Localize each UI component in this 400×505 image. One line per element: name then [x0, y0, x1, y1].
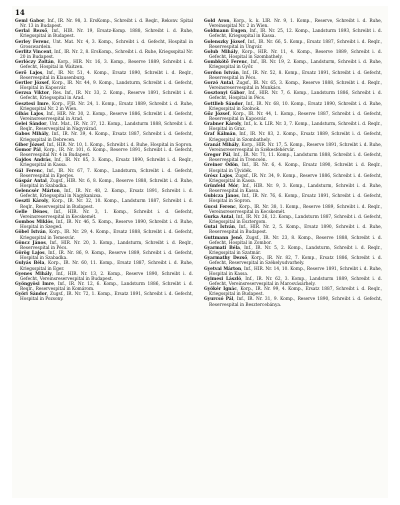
list-item: Gyarmati Béla, Inf., IR. Nr. 5, 2. Komp., Landsturm, Schreibt i. d. Reqlr., Kriegsspital in Szatmár. [204, 245, 382, 257]
list-item: Gibás Lajos, Inf., HIR. Nr. 30, 2. Komp., Reserve 1886, Schreibt i. d. Gefecht, Vereinsreservespital in Arad. [15, 111, 194, 122]
list-item: Geszti Károly, Korp., IR. Nr. 32, 10. Komp., Landsturm 1887, Schreibt i. d. Reqlr., Reservespital in Budapest. [15, 199, 194, 210]
entry-name: Gutai István [204, 225, 235, 231]
list-item: Gubicza János, Inf., IR. Nr. 76, 6. Komp., Ersatz 1891, Schreibt i. d. Gefecht, Hospital in Sopron. [204, 194, 382, 205]
list-item: Gregor Pál, Inf., IR. Nr. 71, 11. Komp., Landsturm 1888, Schreibt i. d. Gefecht, Reservespital in Trencsén. [204, 153, 382, 164]
entry-text: Inf., IR. Nr. 46, 5. Komp., Reserve 1890, Schreibt i. d. Ruhe, Hospital in Szeged. [20, 220, 193, 231]
entry-text: Korp., IR. Nr. 32, 10. Komp., Landsturm 1887, Schreibt i. d. Reqlr., Reservespital in Budapest. [20, 199, 194, 210]
entry-name: Gosztonyi Gábor [204, 91, 245, 97]
entry-text: Korp., IR. Nr. 99, 4. Komp., Ersatz 1887, Schreibt i. d. Reqlr., Kriegsspital in Budapest. [209, 287, 383, 298]
list-item: Grabner Károly, Inf., k. k. LIR. Nr. 3, 7. Komp., Landsturm, Schreibt i. d. Reqlr., Hospital in Graz. [204, 122, 382, 133]
list-item: Grünfeld Mór, Inf., HIR. Nr. 9, 3. Komp., Landsturm, Schreibt i. d. Ruhe, Reservespital in Kassa. [204, 184, 382, 195]
entry-name: Gyetvai Márton [204, 266, 242, 272]
entry-text: Korp., IR. Nr. 38, 1. Komp., Reserve 1889, Schreibt i. d. Reqlr., Vereinsreservespital in Kecskemét. [209, 204, 382, 215]
entry-text: Inf., IR. Nr. 98, 3. ErsKomp., Schreibt i. d. Reqlr., Rekonv. Spital Nr. 13 in Budapest. [20, 19, 194, 30]
list-item: Gertler József, Korp., IR. Nr. 44, 9. Komp., Landsturm, Schreibt i. d. Gefecht, Hospital in Kaposvár. [15, 80, 193, 92]
entry-name: Gyurcsó Pál [204, 297, 234, 303]
list-item: Gurka Antal, Inf., IR. Nr. 26, 12. Komp., Landsturm 1887, Schreibt i. d. Gefecht, Kriegsspital in Esztergom. [204, 214, 382, 226]
entry-name: Gál Ferenc [15, 168, 43, 174]
entry-text: Korp., IR. Nr. 29, 4. Komp., Ersatz 1888, Schreibt i. d. Gefecht, Kriegsspital in Temesvár. [20, 230, 194, 241]
list-item: Gordon István, Inf., IR. Nr. 52, 8. Komp., Ersatz 1891, Schreibt i. d. Gefecht, Reservespital in Pécs. [204, 70, 383, 81]
entry-text: Inf., HIR. Nr. 7, 6. Komp., Landsturm 1886, Schreibt i. d. Gefecht, Hospital in Pécs. [209, 91, 383, 102]
entry-text: Inf., IR. Nr. 86, 9. Komp., Reserve 1889, Schreibt i. d. Gefecht, Hospital in Szabadka. [20, 251, 193, 262]
entry-name: Gerlóczy Zoltán [15, 60, 54, 66]
list-item: Gerő Lajos, Inf., IR. Nr. 51, 4. Komp., Ersatz 1890, Schreibt i. d. Reqlr., Reservespital in Klausenburg. [15, 70, 193, 81]
entry-text: Korp., IR. Nr. 60, 11. Komp., Ersatz 1887, Schreibt i. d. Ruhe, Kriegsspital in Eger. [20, 261, 193, 272]
entry-text: Inf., IR. Nr. 5, 2. Komp., Landsturm, Schreibt i. d. Reqlr., Kriegsspital in Szatmár. [209, 245, 382, 257]
entry-name: Györi Sándor [15, 292, 47, 298]
entry-text: Inf., HIR. Nr. 2, 5. Komp., Ersatz 1890, Schreibt i. d. Ruhe, Reservespital in Budapest. [209, 225, 382, 236]
entry-text: Inf., HIR. Nr. 13, 2. Komp., Reserve 1890, Schreibt i. d. Gefecht, Vereinsreservespital in Budapest. [20, 271, 193, 282]
list-item: Gál Ferenc, Inf., IR. Nr. 67, 7. Komp., Landsturm, Schreibt i. d. Gefecht, Reservespital in Eperjes. [15, 168, 193, 179]
list-item: Gabos Mihály, Inf., IR. Nr. 39, 4. Komp., Ersatz 1887, Schreibt i. d. Gefecht, Kriegsspital in Debrecen. [15, 132, 193, 143]
entry-name: Golub Mihály [204, 49, 238, 55]
entry-text: Korp., HIR. Nr. 11, 4. Komp., Reserve 1889, Schreibt i. d. Gefecht, Hospital in Szombathely. [209, 49, 383, 61]
entry-name: Gajdos András [15, 158, 51, 164]
entry-text: Inf., IR. Nr. 19, 2. Komp., Landsturm, Schreibt i. d. Ruhe, Kriegsspital in Győr. [209, 60, 382, 71]
entry-text: Korp., HIR. Nr. 16, 3. Komp., Reserve 1889, Schreibt i. d. Gefecht, Hospital in Waitzen. [20, 60, 194, 71]
list-item: Gucsi Ferenc, Korp., IR. Nr. 38, 1. Komp., Reserve 1889, Schreibt i. d. Reqlr., Vereinsreservespital in Kecskemét. [204, 204, 382, 215]
entry-text: Korp., IR. Nr. 101, 6. Komp., Reserve 1891, Schreibt i. d. Gefecht, Reservespital Nr. 4 in Budapest. [20, 147, 193, 159]
entry-name: Gyökér Ignác [204, 287, 237, 293]
list-item: Gutai István, Inf., HIR. Nr. 2, 5. Komp., Ersatz 1890, Schreibt i. d. Ruhe, Reservespital in Budapest. [204, 225, 382, 236]
list-item: Gőz József, Korp., IR. Nr. 44, 1. Komp., Reserve 1887, Schreibt i. d. Gefecht, Reservespital in Kaposvár. [204, 111, 383, 122]
entry-text: Res. Inf., IR. Nr. 33, 2. Komp., Reserve 1891, Schreibt i. d. Gefecht, Kriegsspital in Arad. [20, 91, 193, 102]
entry-text: Zugsf., IR. Nr. 34, 9. Komp., Reserve 1886, Schreibt i. d. Gefecht, Kriegsspital in Kassa. [209, 173, 383, 184]
list-item: Gerlóczy Zoltán, Korp., HIR. Nr. 16, 3. Komp., Reserve 1889, Schreibt i. d. Gefecht, Hospital in Waitzen. [15, 60, 194, 71]
entry-text: Korp., IR. Nr. 82, 7. Komp., Ersatz 1886, Schreibt i. d. Gefecht, Reservespital in Székelyudvarhely. [209, 256, 382, 267]
entry-text: Inf., IR. Nr. 39, 4. Komp., Ersatz 1887, Schreibt i. d. Gefecht, Kriegsspital in Debrecen. [20, 132, 193, 143]
entry-name: Gesztesi Imre [15, 101, 49, 107]
list-item: Graf Kálmán, Inf., IR. Nr. 83, 2. Komp., Ersatz 1889, Schreibt i. d. Gefecht, Kriegsspital in Szombathely. [204, 132, 383, 143]
entry-name: Gőz József [204, 111, 230, 117]
list-item: Gerlai Rezső, Inf., HIR. Nr. 19, Ersatz-Komp. 1888, Schreibt i. d. Ruhe, Kriegsspital in Budapest. [15, 29, 194, 40]
entry-name: Gerő Lajos [15, 70, 43, 76]
entry-name: Gyarmathy Dezső [204, 256, 248, 262]
entry-name: Guttmann Jenő [204, 235, 242, 241]
left-column [15, 19, 193, 303]
entry-text: Unt. Mat. Nr. 4, 3. Komp., Schreibt i. d. Gefecht, Hospital in Grosswardein. [20, 39, 193, 50]
entry-name: Graf Kálmán [204, 132, 236, 138]
list-item: Golub Mihály, Korp., HIR. Nr. 11, 4. Komp., Reserve 1889, Schreibt i. d. Gefecht, Hospital in Szombathely. [204, 49, 383, 61]
list-item: Görög Lajos, Inf., IR. Nr. 86, 9. Komp., Reserve 1889, Schreibt i. d. Gefecht, Hospital in Szabadka. [15, 251, 193, 262]
entry-name: Goldmann Eugen [204, 29, 247, 35]
entry-name: Gelei Sándor [15, 122, 47, 128]
entry-text: Inf., k. k. LIR. Nr. 3, 7. Komp., Landsturm, Schreibt i. d. Reqlr., Hospital in Graz. [209, 122, 382, 133]
entry-text: Korp., IR. Nr. 44, 9. Komp., Landsturm, Schreibt i. d. Gefecht, Hospital in Kaposvár. [20, 80, 193, 92]
list-item: Gerlitz Vincent, Inf., IR. Nr. 2, 8. ErsKomp., Schreibt i. d. Ruhe, Kriegsspital Nr. 20 in Budapest. [15, 49, 194, 61]
entry-text: Korp., IR. Nr. 44, 1. Komp., Reserve 1887, Schreibt i. d. Gefecht, Reservespital in Kaposvár. [209, 111, 383, 122]
list-item: Gottlieb Sándor, Inf., IR. Nr. 68, 10. Komp., Ersatz 1890, Schreibt i. d. Ruhe, Kriegsspital in Szolnok. [204, 101, 383, 112]
entry-name: Gerlai Rezső [15, 29, 48, 35]
entry-name: Göncz János [15, 240, 46, 246]
entry-name: Gold Aron [204, 19, 230, 24]
list-item: Gorzó Antal, Zugsf., IR. Nr. 65, 3. Komp., Reserve 1888, Schreibt i. d. Reqlr., Vereinsreservespital in Munkács. [204, 80, 382, 92]
entry-text: Inf., IR. Nr. 2, 8. ErsKomp., Schreibt i. d. Ruhe, Kriegsspital Nr. 20 in Budapest. [20, 49, 194, 61]
entry-text: Inf., IR. Nr. 48, 2. Komp., Ersatz 1891, Schreibt i. d. Gefecht, Kriegsspital in Nagykanizsa. [20, 189, 193, 200]
entry-text: Korp., k. k. LIR. Nr. 9, 1. Komp., Reserve, Schreibt i. d. Ruhe, Vereinsspital Nr. 2 in Wien. [209, 19, 382, 30]
entry-name: Grósz Lajos [204, 173, 233, 179]
entry-name: Gerzsa Viktor [15, 91, 49, 97]
list-item: Gelencsér Márton, Inf., IR. Nr. 48, 2. Komp., Ersatz 1891, Schreibt i. d. Gefecht, Kriegsspital in Nagykanizsa. [15, 189, 193, 200]
entry-name: Gombkötő Ferenc [204, 60, 248, 66]
entry-text: Inf., HIR. Nr. 19, Ersatz-Komp. 1888, Schreibt i. d. Ruhe, Kriegsspital in Budapest. [20, 29, 194, 40]
entry-name: Golenszky József [204, 39, 245, 45]
list-item: Göbel István, Korp., IR. Nr. 29, 4. Komp., Ersatz 1888, Schreibt i. d. Gefecht, Kriegsspital in Temesvár. [15, 230, 194, 241]
entry-text: Inf., IR. Nr. 62, 3. Komp., Landsturm 1889, Schreibt i. d. Gefecht, Vereinsreservespital in Marosvásárhely. [209, 276, 382, 287]
entry-text: Inf., IR. Nr. 31, 9. Komp., Reserve 1890, Schreibt i. d. Gefecht, Reservespital in Besztercebánya. [209, 297, 383, 308]
entry-name: Gubicza János [204, 194, 239, 200]
entry-name: Grabner Károly [204, 122, 242, 128]
entry-text: Inf., IR. Nr. 83, 2. Komp., Ersatz 1889, Schreibt i. d. Gefecht, Kriegsspital in Szombathely. [209, 132, 383, 143]
entry-text: Inf., HIR. Nr. 10, 1. Komp., Schreibt i. d. Ruhe, Hospital in Sopron. [46, 142, 193, 148]
entry-text: Inf., HIR. Nr. 14, 10. Komp., Reserve 1891, Schreibt i. d. Ruhe, Hospital in Kassa. [209, 266, 383, 277]
entry-name: Gabos Mihály [15, 132, 49, 138]
entry-name: Gorzó Antal [204, 80, 234, 86]
list-item: Gajdos András, Inf., IR. Nr. 85, 3. Komp., Ersatz 1890, Schreibt i. d. Reqlr., Kriegsspital in Kassa. [15, 158, 193, 169]
entry-text: Inf., IR. Nr. 67, 7. Komp., Landsturm, Schreibt i. d. Gefecht, Reservespital in Eperjes. [20, 168, 193, 179]
entry-text: Inf., HIR. Nr. 20, 3. Komp., Landsturm, Schreibt i. d. Reqlr., Reservespital in Pécs. [20, 240, 194, 251]
entry-name: Gucsi Ferenc [204, 204, 236, 210]
entry-name: Gyarmati Béla [204, 245, 240, 251]
list-item: Goldmann Eugen, Inf., IR. Nr. 25, 12. Komp., Landsturm 1893, Schreibt i. d. Gefecht, Kriegsspital in Kassa. [204, 29, 382, 40]
entry-name: Gelle Dénes [15, 209, 48, 215]
list-item: Gerzsa Viktor, Res. Inf., IR. Nr. 33, 2. Komp., Reserve 1891, Schreibt i. d. Gefecht, Kriegsspital in Arad. [15, 91, 193, 102]
list-item: Gelei Sándor, Unt. Mat., IR. Nr. 37, 12. Komp., Landsturm 1888, Schreibt i. d. Reqlr., Reservespital in Nagyvárad. [15, 122, 193, 133]
entry-text: Inf., IR. Nr. 52, 8. Komp., Ersatz 1891, Schreibt i. d. Gefecht, Reservespital in Pécs. [209, 70, 383, 81]
entry-text: Inf., IR. Nr. 68, 10. Komp., Ersatz 1890, Schreibt i. d. Ruhe, Kriegsspital in Szolnok. [209, 101, 383, 112]
entry-name: Geml Gabor [15, 19, 45, 24]
entry-text: Zugsf., IR. Nr. 72, 1. Komp., Ersatz 1891, Schreibt i. d. Gefecht, Hospital in Pozsony. [20, 292, 193, 303]
entry-text: Zugsf., HIR. Nr. 6, 8. Komp., Reserve 1888, Schreibt i. d. Ruhe, Hospital in Szabadka. [20, 178, 194, 189]
list-item: Gyökér Ignác, Korp., IR. Nr. 99, 4. Komp., Ersatz 1887, Schreibt i. d. Reqlr., Kriegsspital in Budapest. [204, 287, 383, 298]
list-item: Giber József, Inf., HIR. Nr. 10, 1. Komp., Schreibt i. d. Ruhe, Hospital in Sopron. [15, 142, 193, 148]
entry-name: Gyenes Mihály [15, 271, 52, 277]
entry-name: Giber József [15, 142, 45, 148]
entry-name: Gyimesi László [204, 276, 242, 282]
right-column [204, 19, 382, 308]
entry-text: Zugsf., IR. Nr. 23, 8. Komp., Reserve 1888, Schreibt i. d. Gefecht, Hospital in Zombor. [209, 235, 382, 246]
entry-name: Greiner Ödön [204, 163, 238, 169]
list-item: Gyetvai Márton, Inf., HIR. Nr. 14, 10. Komp., Reserve 1891, Schreibt i. d. Ruhe, Hospital in Kassa. [204, 266, 383, 277]
entry-text: Inf., IR. Nr. 51, 4. Komp., Ersatz 1890, Schreibt i. d. Reqlr., Reservespital in Klausenburg. [20, 70, 193, 81]
list-item: Gombos Miklós, Inf., IR. Nr. 46, 5. Komp., Reserve 1890, Schreibt i. d. Ruhe, Hospital in Szeged. [15, 220, 193, 231]
entry-text: Inf., IR. Nr. 12, 6. Komp., Landsturm 1886, Schreibt i. d. Reqlr., Reservespital in Komárom. [20, 281, 194, 293]
entry-name: Gerley Ferenc [15, 39, 50, 45]
entry-text: Inf., IR. Nr. 85, 3. Komp., Ersatz 1890, Schreibt i. d. Reqlr., Kriegsspital in Kassa. [20, 158, 193, 169]
list-item: Gyurcsó Pál, Inf., IR. Nr. 31, 9. Komp., Reserve 1890, Schreibt i. d. Gefecht, Reservespital in Besztercebánya. [204, 297, 383, 308]
entry-name: Granát Mihály [204, 142, 239, 148]
list-item: Gombkötő Ferenc, Inf., IR. Nr. 19, 2. Komp., Landsturm, Schreibt i. d. Ruhe, Kriegsspital in Győr. [204, 60, 382, 71]
list-item: Gerley Ferenc, Unt. Mat. Nr. 4, 3. Komp., Schreibt i. d. Gefecht, Hospital in Grosswardein. [15, 39, 193, 50]
list-item: Gosztonyi Gábor, Inf., HIR. Nr. 7, 6. Komp., Landsturm 1886, Schreibt i. d. Gefecht, Hospital in Pécs. [204, 91, 383, 102]
entry-name: Gertler József [15, 80, 49, 86]
list-item: Göncz János, Inf., HIR. Nr. 20, 3. Komp., Landsturm, Schreibt i. d. Reqlr., Reservespital in Pécs. [15, 240, 194, 251]
list-item: Gomor Pál, Korp., IR. Nr. 101, 6. Komp., Reserve 1891, Schreibt i. d. Gefecht, Reservespital Nr. 4 in Budapest. [15, 147, 193, 159]
entry-text: Korp., FJB. Nr. 24, 1. Komp., Ersatz 1889, Schreibt i. d. Ruhe, Kriegsspital Nr. 2 in Wien. [20, 101, 194, 112]
entry-name: Gregor Pál [204, 153, 231, 159]
entry-text: Inf., HIR. Nr. 9, 3. Komp., Landsturm, Schreibt i. d. Ruhe, Reservespital in Kassa. [209, 184, 382, 195]
entry-text: Zugsf., IR. Nr. 65, 3. Komp., Reserve 1888, Schreibt i. d. Reqlr., Vereinsreservespital in Munkács. [209, 80, 382, 92]
list-item: Granát Mihály, Korp., HIR. Nr. 17, 5. Komp., Reserve 1891, Schreibt i. d. Ruhe, Vereinsreservespital in Székesfehérvár. [204, 142, 382, 153]
entry-name: Gordon István [204, 70, 239, 76]
entry-name: Gulyás Béla [15, 261, 45, 267]
list-item: Gulyás Béla, Korp., IR. Nr. 60, 11. Komp., Ersatz 1887, Schreibt i. d. Ruhe, Kriegsspital in Eger. [15, 261, 193, 272]
list-item: Gelle Dénes, Inf., HIR. Nr. 3, 1. Komp., Schreibt i. d. Gefecht, Vereinsreservespital in Kecskemét. [15, 209, 194, 220]
entry-name: Gottlieb Sándor [204, 101, 243, 107]
entry-name: Gelencsér Márton [15, 189, 60, 195]
entry-text: Korp., HIR. Nr. 17, 5. Komp., Reserve 1891, Schreibt i. d. Ruhe, Vereinsreservespital in Székesfehérvár. [209, 142, 382, 153]
document-page [12, 6, 388, 498]
entry-name: Grünfeld Mór [204, 184, 239, 189]
entry-text: Inf., IR. Nr. 66, 5. Komp., Ersatz 1887, Schreibt i. d. Reqlr., Reservespital in Ungvár. [209, 39, 382, 50]
list-item: Gyöngyösi Imre, Inf., IR. Nr. 12, 6. Komp., Landsturm 1886, Schreibt i. d. Reqlr., Reservespital in Komárom. [15, 281, 194, 293]
entry-text: Inf., IR. Nr. 26, 12. Komp., Landsturm 1887, Schreibt i. d. Gefecht, Kriegsspital in Esztergom. [209, 214, 382, 226]
entry-name: Gurka Antal [204, 214, 234, 220]
entry-name: Görög Lajos [15, 251, 45, 257]
list-item: Györi Sándor, Zugsf., IR. Nr. 72, 1. Komp., Ersatz 1891, Schreibt i. d. Gefecht, Hospital in Pozsony. [15, 292, 193, 303]
entry-name: Göbel István [15, 230, 46, 236]
list-item: Gyimesi László, Inf., IR. Nr. 62, 3. Komp., Landsturm 1889, Schreibt i. d. Gefecht, Vereinsreservespital in Marosvásárhely. [204, 276, 382, 287]
entry-name: Gerlitz Vincent [15, 49, 52, 55]
list-item: Golenszky József, Inf., IR. Nr. 66, 5. Komp., Ersatz 1887, Schreibt i. d. Reqlr., Reservespital in Ungvár. [204, 39, 382, 50]
entry-text: Inf., IR. Nr. 25, 12. Komp., Landsturm 1893, Schreibt i. d. Gefecht, Kriegsspital in Kassa. [209, 29, 382, 40]
list-item: Geml Gabor, Inf., IR. Nr. 98, 3. ErsKomp., Schreibt i. d. Reqlr., Rekonv. Spital Nr. 13 in Budapest. [15, 19, 194, 30]
list-item: Greiner Ödön, Inf., IR. Nr. 6, 4. Komp., Ersatz 1890, Schreibt i. d. Reqlr., Hospital in Újvidék. [204, 163, 382, 174]
entry-name: Gomor Pál [15, 147, 41, 153]
entry-name: Gyöngyösi Imre [15, 281, 54, 287]
list-item: Gyarmathy Dezső, Korp., IR. Nr. 82, 7. Komp., Ersatz 1886, Schreibt i. d. Gefecht, Reservespital in Székelyudvarhely. [204, 256, 382, 267]
list-item: Grósz Lajos, Zugsf., IR. Nr. 34, 9. Komp., Reserve 1886, Schreibt i. d. Gefecht, Kriegsspital in Kassa. [204, 173, 383, 184]
entry-name: Gombos Miklós [15, 220, 53, 226]
entry-text: Inf., HIR. Nr. 3, 1. Komp., Schreibt i. d. Gefecht, Vereinsreservespital in Kecskemét. [20, 209, 194, 220]
list-item: Gáspár Antal, Zugsf., HIR. Nr. 6, 8. Komp., Reserve 1888, Schreibt i. d. Ruhe, Hospital in Szabadka. [15, 178, 194, 189]
entry-text: Unt. Mat., IR. Nr. 37, 12. Komp., Landsturm 1888, Schreibt i. d. Reqlr., Reservespital in Nagyvárad. [20, 122, 193, 133]
entry-text: Inf., IR. Nr. 6, 4. Komp., Ersatz 1890, Schreibt i. d. Reqlr., Hospital in Újvidék. [209, 163, 382, 174]
page-number: 14 [15, 8, 25, 17]
list-item: Gold Aron, Korp., k. k. LIR. Nr. 9, 1. Komp., Reserve, Schreibt i. d. Ruhe, Vereinsspital Nr. 2 in Wien. [204, 19, 382, 30]
list-item: Gyenes Mihály, Inf., HIR. Nr. 13, 2. Komp., Reserve 1890, Schreibt i. d. Gefecht, Vereinsreservespital in Budapest. [15, 271, 193, 282]
list-item: Guttmann Jenő, Zugsf., IR. Nr. 23, 8. Komp., Reserve 1888, Schreibt i. d. Gefecht, Hospital in Zombor. [204, 235, 382, 246]
entry-name: Gáspár Antal [15, 178, 47, 184]
entry-text: Inf., IR. Nr. 71, 11. Komp., Landsturm 1888, Schreibt i. d. Gefecht, Reservespital in Trencsén. [209, 153, 382, 164]
entry-text: Inf., HIR. Nr. 30, 2. Komp., Reserve 1886, Schreibt i. d. Gefecht, Vereinsreservespital in Arad. [20, 111, 194, 122]
entry-text: Inf., IR. Nr. 76, 6. Komp., Ersatz 1891, Schreibt i. d. Gefecht, Hospital in Sopron. [209, 194, 382, 205]
entry-name: Gibás Lajos [15, 111, 44, 117]
list-item: Gesztesi Imre, Korp., FJB. Nr. 24, 1. Komp., Ersatz 1889, Schreibt i. d. Ruhe, Kriegsspital Nr. 2 in Wien. [15, 101, 194, 112]
entry-name: Geszti Károly [15, 199, 49, 205]
